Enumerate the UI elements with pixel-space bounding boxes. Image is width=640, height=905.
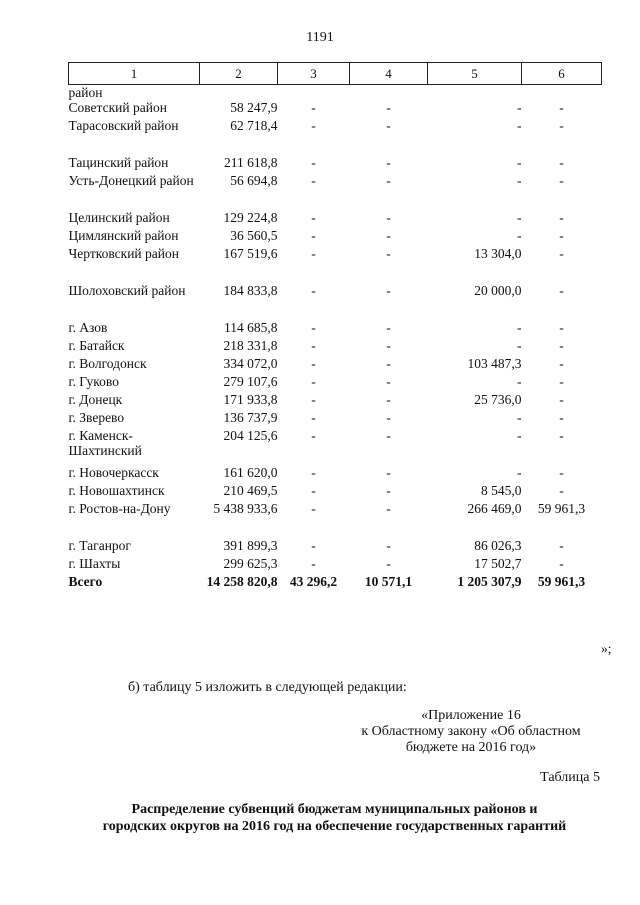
table-row: [69, 374, 602, 392]
row-value-col-2: 218 331,8: [223, 338, 278, 353]
row-name: Цимлянский район: [68, 228, 179, 243]
row-value-col-3: -: [311, 392, 316, 407]
row-value-col-3: -: [311, 173, 316, 188]
row-value-col-3: -: [311, 320, 316, 335]
row-value-col-5: -: [517, 118, 522, 133]
row-value-col-5: -: [517, 228, 522, 243]
row-value-col-4: -: [386, 428, 391, 443]
row-value-col-2: 171 933,8: [223, 392, 278, 407]
row-value-col-4: -: [386, 173, 391, 188]
row-value-col-2: 204 125,6: [223, 428, 278, 443]
row-value-col-4: -: [386, 356, 391, 371]
table-row: [69, 100, 602, 118]
row-value-col-2: 136 737,9: [223, 410, 278, 425]
total-row-value-col-4: 10 571,1: [364, 574, 413, 589]
row-value-col-5: 86 026,3: [474, 538, 522, 553]
row-value-col-2: 279 107,6: [223, 374, 278, 389]
row-name: Тацинский район: [68, 155, 169, 170]
table-row: [69, 118, 602, 155]
row-value-col-5: 8 545,0: [481, 483, 522, 498]
row-name: г. Азов: [68, 320, 108, 335]
row-name: г. Батайск: [68, 338, 125, 353]
row-name: Усть-Донецкий район: [68, 173, 194, 188]
row-value-col-4: -: [386, 246, 391, 261]
row-value-col-3: -: [311, 155, 316, 170]
row-value-col-3: -: [311, 374, 316, 389]
row-value-col-3: -: [311, 228, 316, 243]
header-col-5: 5: [428, 63, 522, 85]
row-value-col-4: -: [386, 100, 391, 115]
row-value-col-5: -: [517, 465, 522, 480]
heading-line: городских округов на 2016 год на обеспечение государственных гарантий: [102, 819, 567, 834]
row-value-col-3: -: [311, 100, 316, 115]
table-row: [69, 556, 602, 574]
row-value-col-6: 59 961,3: [537, 501, 586, 516]
row-value-col-6: -: [559, 538, 564, 553]
row-name: район: [68, 85, 103, 100]
table-row: [69, 173, 602, 210]
row-value-col-6: -: [559, 338, 564, 353]
row-value-col-3: -: [311, 338, 316, 353]
table-row: [69, 501, 602, 538]
row-value-col-6: -: [559, 356, 564, 371]
row-value-col-2: 334 072,0: [223, 356, 278, 371]
row-value-col-6: -: [559, 556, 564, 571]
row-value-col-6: -: [559, 283, 564, 298]
header-col-3: 3: [278, 63, 350, 85]
table-row: [69, 465, 602, 483]
heading-line: Распределение субвенций бюджетам муниципальных районов и: [131, 802, 538, 817]
row-value-col-6: -: [559, 392, 564, 407]
row-value-col-2: 56 694,8: [230, 173, 278, 188]
header-col-6: 6: [522, 63, 602, 85]
row-value-col-2: 391 899,3: [223, 538, 278, 553]
appendix-reference: [340, 708, 602, 756]
total-row-value-col-5: 1 205 307,9: [457, 574, 522, 589]
row-value-col-5: -: [517, 155, 522, 170]
row-value-col-5: 13 304,0: [474, 246, 522, 261]
total-row-value-col-2: 14 258 820,8: [206, 574, 278, 589]
total-row-value-col-6: 59 961,3: [537, 574, 586, 589]
row-value-col-5: -: [517, 320, 522, 335]
header-col-2: 2: [200, 63, 278, 85]
row-value-col-2: 36 560,5: [230, 228, 278, 243]
table-label: Таблица 5: [540, 770, 600, 785]
amendment-instruction: б) таблицу 5 изложить в следующей редакции:: [128, 680, 407, 695]
row-name: г. Донецк: [68, 392, 123, 407]
row-value-col-5: -: [517, 410, 522, 425]
table-row: [69, 483, 602, 501]
row-value-col-4: -: [386, 210, 391, 225]
row-value-col-3: -: [311, 501, 316, 516]
row-value-col-2: 62 718,4: [230, 118, 278, 133]
appendix-line: «Приложение 16: [421, 708, 521, 723]
row-value-col-6: -: [559, 374, 564, 389]
header-col-1: 1: [69, 63, 200, 85]
row-value-col-5: -: [517, 428, 522, 443]
continuation-row: [69, 85, 602, 101]
row-value-col-6: -: [559, 320, 564, 335]
row-value-col-3: -: [311, 118, 316, 133]
row-value-col-5: -: [517, 374, 522, 389]
table-row: [69, 392, 602, 410]
row-value-col-3: -: [311, 410, 316, 425]
row-value-col-5: 17 502,7: [474, 556, 522, 571]
subventions-table: [68, 62, 602, 594]
row-name: Целинский район: [68, 210, 170, 225]
total-row: [69, 574, 602, 594]
row-value-col-6: -: [559, 483, 564, 498]
row-name: г. Шахты: [68, 556, 121, 571]
row-value-col-4: -: [386, 501, 391, 516]
row-value-col-3: -: [311, 356, 316, 371]
total-row-name: Всего: [68, 574, 103, 589]
row-value-col-5: -: [517, 210, 522, 225]
row-value-col-5: 25 736,0: [474, 392, 522, 407]
row-value-col-6: -: [559, 246, 564, 261]
row-value-col-2: 184 833,8: [223, 283, 278, 298]
row-value-col-3: -: [311, 465, 316, 480]
header-col-4: 4: [350, 63, 428, 85]
row-value-col-5: 103 487,3: [467, 356, 522, 371]
row-name: г. Гуково: [68, 374, 119, 389]
row-value-col-5: -: [517, 338, 522, 353]
row-value-col-4: -: [386, 320, 391, 335]
row-value-col-2: 129 224,8: [223, 210, 278, 225]
row-value-col-3: -: [311, 428, 316, 443]
table-row: [69, 246, 602, 283]
row-value-col-3: -: [311, 283, 316, 298]
row-name: г. Каменск-Шахтинский: [68, 428, 142, 458]
table-row: [69, 155, 602, 173]
row-value-col-5: 20 000,0: [474, 283, 522, 298]
row-name: г. Зверево: [68, 410, 125, 425]
row-value-col-4: -: [386, 118, 391, 133]
row-value-col-2: 299 625,3: [223, 556, 278, 571]
table-row: [69, 428, 602, 465]
table-row: [69, 410, 602, 428]
row-value-col-6: -: [559, 173, 564, 188]
row-name: г. Новочеркасск: [68, 465, 159, 480]
row-value-col-4: -: [386, 283, 391, 298]
row-value-col-5: 266 469,0: [467, 501, 522, 516]
row-value-col-2: 58 247,9: [230, 100, 278, 115]
row-value-col-5: -: [517, 173, 522, 188]
row-name: Чертковский район: [68, 246, 179, 261]
row-value-col-3: -: [311, 538, 316, 553]
row-value-col-3: -: [311, 246, 316, 261]
row-value-col-6: -: [559, 428, 564, 443]
row-value-col-4: -: [386, 228, 391, 243]
section-heading: [68, 801, 601, 835]
total-row-value-col-3: 43 296,2: [289, 574, 338, 589]
row-value-col-2: 5 438 933,6: [213, 501, 278, 516]
row-value-col-6: -: [559, 100, 564, 115]
row-value-col-6: -: [559, 465, 564, 480]
row-value-col-4: -: [386, 374, 391, 389]
table-row: [69, 538, 602, 556]
table-row: [69, 210, 602, 228]
row-name: Шолоховский район: [68, 283, 186, 298]
appendix-line: бюджете на 2016 год»: [405, 740, 537, 755]
row-value-col-5: -: [517, 100, 522, 115]
row-value-col-4: -: [386, 410, 391, 425]
row-name: г. Ростов-на-Дону: [68, 501, 171, 516]
row-value-col-2: 161 620,0: [223, 465, 278, 480]
row-value-col-4: -: [386, 392, 391, 407]
row-value-col-6: -: [559, 210, 564, 225]
row-value-col-2: 114 685,8: [224, 320, 278, 335]
row-value-col-6: -: [559, 155, 564, 170]
row-name: г. Новошахтинск: [68, 483, 165, 498]
appendix-line: к Областному закону «Об областном: [361, 724, 581, 739]
page-number: 1191: [306, 30, 334, 45]
table-suffix: »;: [601, 641, 612, 656]
row-value-col-4: -: [386, 483, 391, 498]
row-value-col-3: -: [311, 483, 316, 498]
row-value-col-6: -: [559, 228, 564, 243]
table-row: [69, 228, 602, 246]
row-value-col-6: -: [559, 118, 564, 133]
row-value-col-4: -: [386, 538, 391, 553]
row-value-col-2: 167 519,6: [223, 246, 278, 261]
row-name: Советский район: [68, 100, 167, 115]
row-value-col-4: -: [386, 338, 391, 353]
row-value-col-3: -: [311, 210, 316, 225]
row-value-col-6: -: [559, 410, 564, 425]
table-row: [69, 320, 602, 338]
row-name: г. Волгодонск: [68, 356, 147, 371]
row-value-col-4: -: [386, 465, 391, 480]
row-value-col-3: -: [311, 556, 316, 571]
row-value-col-4: -: [386, 155, 391, 170]
table-row: [69, 283, 602, 320]
row-value-col-4: -: [386, 556, 391, 571]
table-header-row: [69, 63, 602, 85]
table-row: [69, 356, 602, 374]
row-name: Тарасовский район: [68, 118, 179, 133]
row-name: г. Таганрог: [68, 538, 131, 553]
row-value-col-2: 210 469,5: [223, 483, 278, 498]
row-value-col-2: 211 618,8: [224, 155, 278, 170]
table-row: [69, 338, 602, 356]
